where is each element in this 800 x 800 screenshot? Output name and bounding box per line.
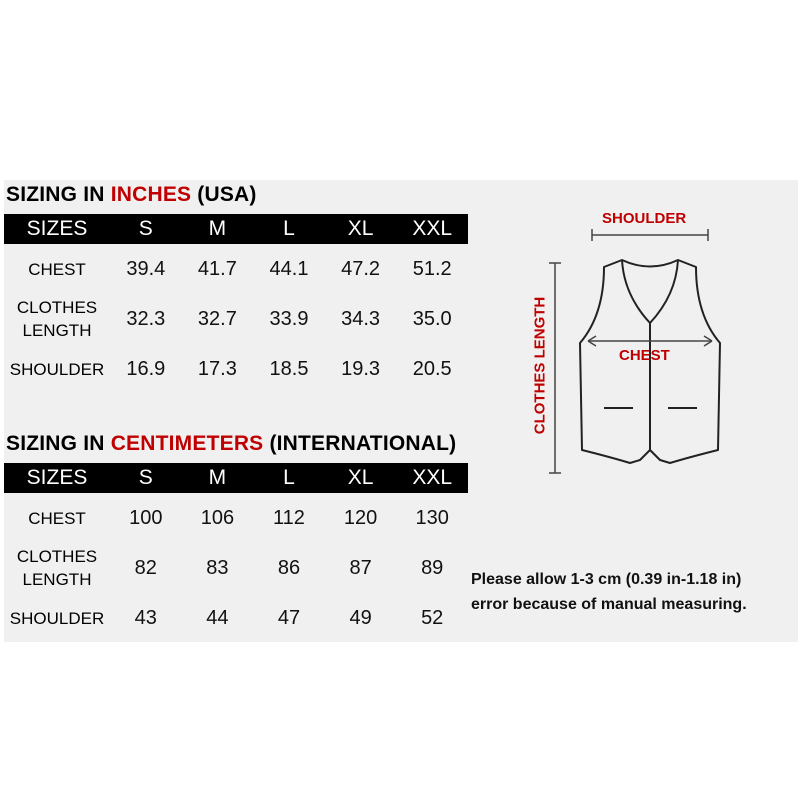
header-cell: S (110, 463, 182, 493)
row-label: CLOTHES LENGTH (16, 298, 98, 340)
row-label: CLOTHES LENGTH (16, 547, 98, 589)
header-cell: L (253, 214, 325, 244)
chest-label: CHEST (619, 347, 670, 364)
value-cell: 130 (415, 506, 449, 529)
value-cell: 20.5 (412, 357, 452, 380)
vest-neckline (622, 260, 678, 323)
header-cell: XL (325, 463, 397, 493)
row-label: SHOULDER (9, 359, 105, 379)
table-row (4, 294, 468, 344)
value-cell: 39.4 (126, 257, 166, 280)
header-cell: XL (325, 214, 397, 244)
value-cell: 44.1 (269, 257, 309, 280)
value-cell: 47.2 (341, 257, 381, 280)
header-cell: L (253, 463, 325, 493)
value-cell: 16.9 (126, 357, 166, 380)
row-label: SHOULDER (9, 608, 105, 628)
header-cell: XXL (396, 463, 468, 493)
value-cell: 49 (349, 606, 372, 629)
value-cell: 32.3 (126, 307, 166, 330)
value-cell: 33.9 (269, 307, 309, 330)
length-measure-line (549, 263, 561, 473)
cm-title-prefix: SIZING IN (6, 432, 111, 455)
header-cell: SIZES (4, 463, 110, 493)
centimeters-section-title (6, 432, 456, 456)
centimeters-size-table (4, 463, 468, 643)
header-cell: M (182, 214, 254, 244)
inches-title-suffix: (USA) (191, 183, 257, 206)
table-row (4, 244, 468, 294)
row-label: CHEST (28, 508, 86, 528)
inches-size-table (4, 214, 468, 394)
value-cell: 44 (206, 606, 229, 629)
cm-title-accent: CENTIMETERS (110, 432, 264, 455)
value-cell: 120 (343, 506, 378, 529)
value-cell: 32.7 (197, 307, 237, 330)
value-cell: 35.0 (412, 307, 452, 330)
header-cell: SIZES (4, 214, 110, 244)
inches-title-prefix: SIZING IN (6, 183, 111, 206)
table-row (4, 593, 468, 643)
row-label: CHEST (28, 259, 86, 279)
value-cell: 17.3 (197, 357, 237, 380)
value-cell: 100 (129, 506, 163, 529)
table-row (4, 493, 468, 543)
value-cell: 112 (273, 506, 305, 529)
value-cell: 51.2 (412, 257, 452, 280)
header-cell: M (182, 463, 254, 493)
shoulder-measure-line (592, 229, 708, 241)
value-cell: 89 (421, 556, 444, 579)
clothes-length-label: CLOTHES LENGTH (531, 296, 549, 435)
value-cell: 87 (349, 556, 372, 579)
table-row (4, 344, 468, 394)
header-cell: XXL (396, 214, 468, 244)
table-row (4, 543, 468, 593)
cm-title-suffix: (INTERNATIONAL) (263, 432, 457, 455)
inches-title-accent: INCHES (110, 183, 192, 206)
value-cell: 34.3 (341, 307, 381, 330)
note-line-2: error because of manual measuring. (471, 596, 747, 613)
table-header-row (4, 463, 468, 493)
value-cell: 43 (134, 606, 157, 629)
value-cell: 52 (421, 606, 444, 629)
note-line-1: Please allow 1-3 cm (0.39 in-1.18 in) (471, 571, 742, 588)
value-cell: 82 (134, 556, 157, 579)
inches-section-title (6, 183, 257, 207)
table-header-row (4, 214, 468, 244)
shoulder-label: SHOULDER (602, 210, 687, 227)
value-cell: 19.3 (341, 357, 381, 380)
value-cell: 18.5 (269, 357, 309, 380)
value-cell: 86 (277, 556, 301, 579)
header-cell: S (110, 214, 182, 244)
value-cell: 47 (277, 606, 301, 629)
measurement-note (471, 567, 796, 617)
value-cell: 41.7 (197, 257, 237, 280)
vest-diagram (520, 195, 740, 485)
value-cell: 106 (200, 506, 235, 529)
value-cell: 83 (206, 556, 229, 579)
